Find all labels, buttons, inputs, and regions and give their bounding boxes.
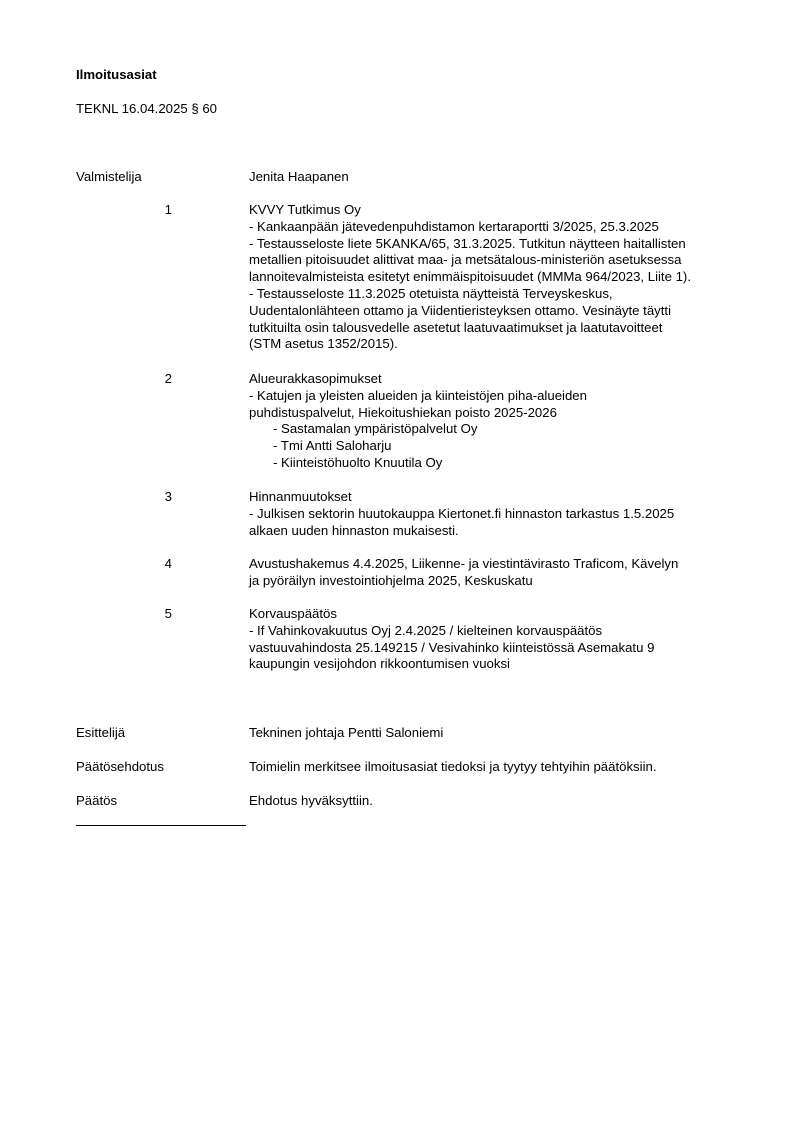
- item-line: KVVY Tutkimus Oy: [249, 202, 361, 217]
- item-number: 5: [164, 606, 172, 621]
- item-line: - Testausseloste 11.3.2025 otetuista näytteistä Terveyskeskus,: [249, 285, 613, 301]
- meeting-reference: TEKNL 16.04.2025 § 60: [76, 101, 218, 116]
- item-line: Alueurakkasopimukset: [249, 371, 382, 386]
- item-text: [249, 606, 749, 673]
- contractor-line: - Tmi Antti Saloharju: [273, 438, 392, 454]
- item-line: - Testausseloste liete 5KANKA/65, 31.3.2025. Tutkitun näytteen haitallisten: [249, 235, 686, 251]
- signature-divider: [76, 825, 246, 826]
- item-number: 2: [164, 371, 172, 386]
- presenter-value: Tekninen johtaja Pentti Saloniemi: [249, 725, 444, 740]
- item-line: Uudentalonlähteen ottamo ja Viidentieristeyksen ottamo. Vesinäyte täytti: [249, 302, 672, 318]
- proposal-label: Päätösehdotus: [76, 759, 164, 774]
- item-text: [249, 556, 749, 590]
- item-line: ja pyöräilyn investointiohjelma 2025, Keskuskatu: [249, 572, 533, 588]
- item-text: [249, 371, 749, 472]
- decision-label: Päätös: [76, 793, 118, 808]
- item-line: lannoitevalmisteista esitetyt enimmäispitoisuudet (MMMa 964/2023, Liite 1).: [249, 269, 691, 285]
- item-line: tutkituilta osin talousvedelle asetetut laatuvaatimukset ja laatutavoitteet: [249, 319, 663, 335]
- item-line: - If Vahinkovakuutus Oyj 2.4.2025 / kielteinen korvauspäätös: [249, 622, 603, 638]
- item-number: 1: [164, 202, 172, 217]
- item-line: metallien pitoisuudet alittivat maa- ja metsätalous-ministeriön asetuksessa: [249, 252, 682, 268]
- preparer-name: Jenita Haapanen: [249, 169, 349, 184]
- item-number: 3: [164, 489, 172, 504]
- proposal-value: Toimielin merkitsee ilmoitusasiat tiedoksi ja tyytyy tehtyihin päätöksiin.: [249, 759, 657, 774]
- item-line: puhdistuspalvelut, Hiekoitushiekan poisto 2025-2026: [249, 404, 557, 420]
- item-line: - Katujen ja yleisten alueiden ja kiinteistöjen piha-alueiden: [249, 387, 587, 403]
- item-line: alkaen uuden hinnaston mukaisesti.: [249, 522, 459, 538]
- contractor-line: - Kiinteistöhuolto Knuutila Oy: [273, 454, 443, 470]
- item-text: [249, 202, 749, 353]
- item-line: Avustushakemus 4.4.2025, Liikenne- ja viestintävirasto Traficom, Kävelyn: [249, 556, 679, 571]
- item-line: Hinnanmuutokset: [249, 489, 352, 504]
- document-title: Ilmoitusasiat: [76, 67, 157, 82]
- item-line: Korvauspäätös: [249, 606, 337, 621]
- item-line: vastuuvahindosta 25.149215 / Vesivahinko kiinteistössä Asemakatu 9: [249, 639, 655, 655]
- item-text: [249, 489, 749, 539]
- item-line: kaupungin vesijohdon rikkoontumisen vuoksi: [249, 656, 510, 672]
- decision-value: Ehdotus hyväksyttiin.: [249, 793, 373, 808]
- presenter-label: Esittelijä: [76, 725, 126, 740]
- item-number: 4: [164, 556, 172, 571]
- item-line: (STM asetus 1352/2015).: [249, 336, 398, 352]
- preparer-label: Valmistelija: [76, 169, 142, 184]
- item-line: - Kankaanpään jätevedenpuhdistamon kertaraportti 3/2025, 25.3.2025: [249, 218, 659, 234]
- item-line: - Julkisen sektorin huutokauppa Kiertonet.fi hinnaston tarkastus 1.5.2025: [249, 505, 675, 521]
- contractor-line: - Sastamalan ympäristöpalvelut Oy: [273, 421, 478, 437]
